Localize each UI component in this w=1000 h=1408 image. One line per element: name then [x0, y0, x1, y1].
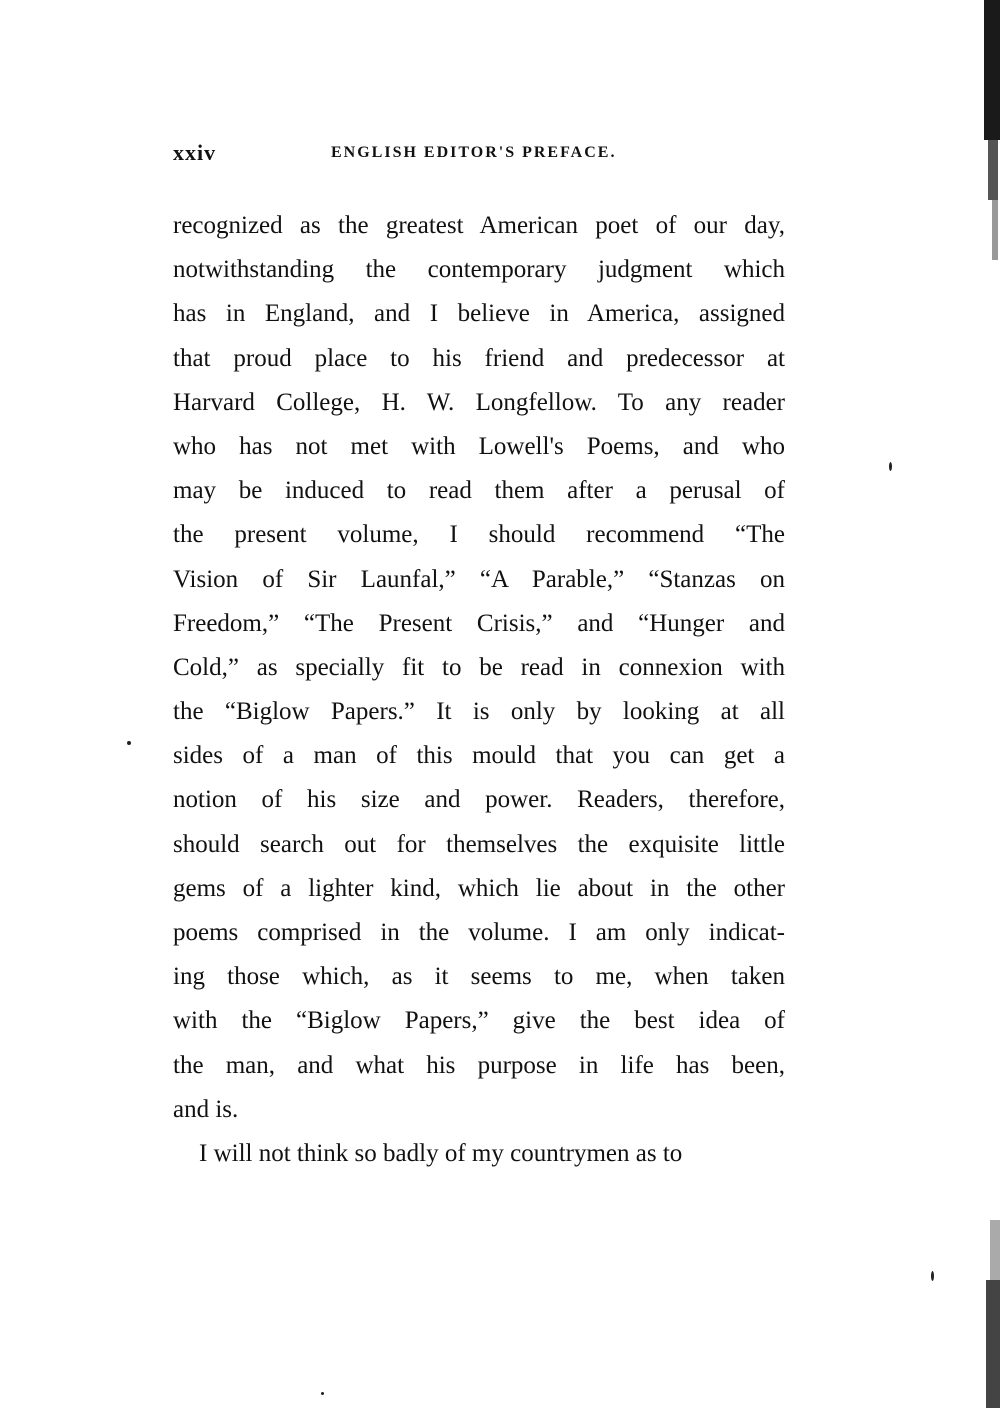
text-line: Harvard College, H. W. Longfellow. To any reader [173, 388, 785, 416]
text-line: poems comprised in the volume. I am only indicat- [173, 919, 785, 946]
text-line: sides of a man of this mould that you can get a [173, 742, 785, 770]
text-line: gems of a lighter kind, which lie about in the other [173, 874, 785, 902]
scan-edge-bottom [940, 1220, 1000, 1408]
scan-speck [931, 1271, 934, 1281]
text-line: should search out for themselves the exquisite little [173, 830, 785, 858]
text-line: recognized as the greatest American poet of our day, [173, 212, 785, 239]
running-title: ENGLISH EDITOR'S PREFACE. [331, 144, 617, 161]
scan-speck [889, 462, 892, 471]
text-line: with the “Biglow Papers,” give the best idea of [173, 1007, 785, 1035]
scan-speck [321, 1392, 324, 1395]
text-line: the “Biglow Papers.” It is only by looking at all [173, 698, 785, 726]
text-line: who has not met with Lowell's Poems, and who [173, 432, 785, 460]
scan-edge-top [940, 0, 1000, 300]
scan-speck [127, 741, 131, 745]
text-line: ing those which, as it seems to me, when taken [173, 963, 785, 991]
paragraph-start-line: I will not think so badly of my countrymen as to [199, 1139, 683, 1167]
text-line: Freedom,” “The Present Crisis,” and “Hunger and [173, 609, 785, 637]
body-text [173, 207, 785, 1179]
page-number: xxiv [173, 140, 217, 165]
text-line: Vision of Sir Launfal,” “A Parable,” “Stanzas on [173, 565, 785, 593]
text-line: has in England, and I believe in America, assigned [173, 300, 785, 328]
text-line: the man, and what his purpose in life has been, [173, 1051, 785, 1079]
text-line: notwithstanding the contemporary judgment which [173, 256, 785, 284]
text-line: and is. [173, 1095, 239, 1123]
text-line: Cold,” as specially fit to be read in connexion with [173, 653, 785, 681]
text-line: the present volume, I should recommend “The [173, 521, 785, 549]
page-header [173, 140, 793, 170]
text-line: that proud place to his friend and predecessor at [173, 344, 785, 372]
text-line: notion of his size and power. Readers, therefore, [173, 786, 785, 814]
text-line: may be induced to read them after a perusal of [173, 477, 785, 505]
